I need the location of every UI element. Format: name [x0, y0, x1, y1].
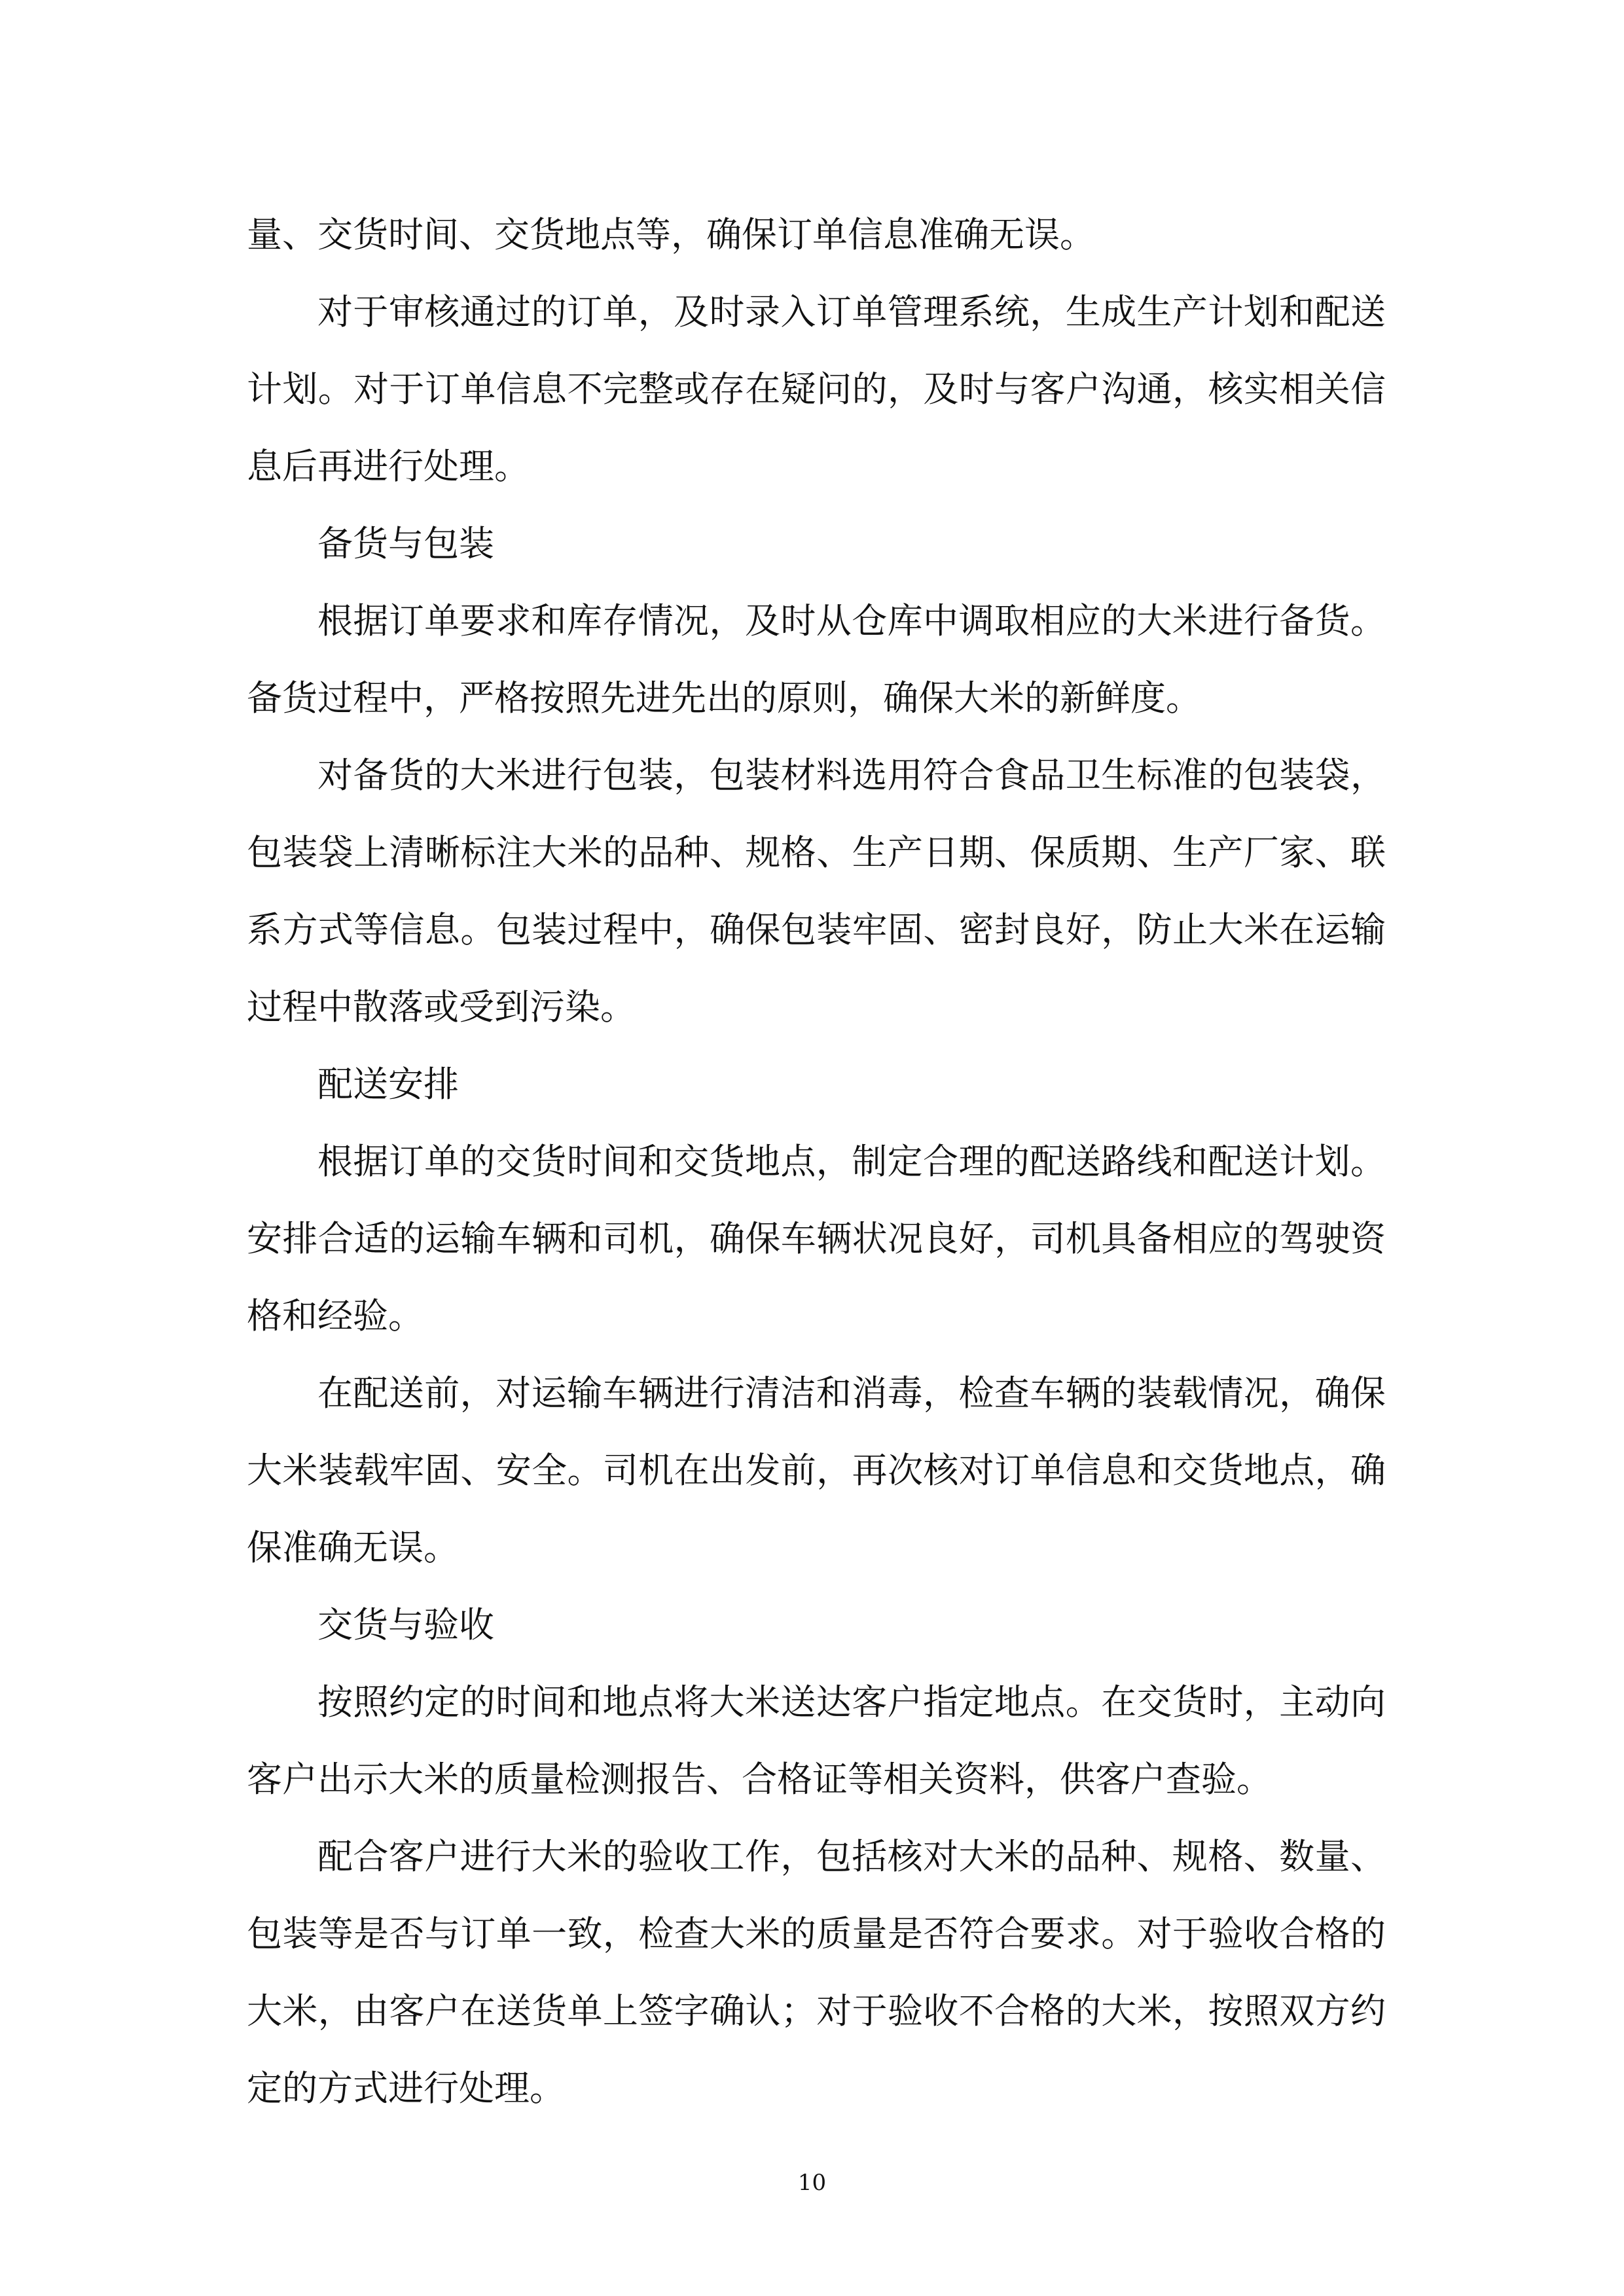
paragraph-acceptance: 配合客户进行大米的验收工作，包括核对大米的品种、规格、数量、包装等是否与订单一致，检查大米的质量是否符合要求。对于验收合格的大米，由客户在送货单上签字确认；对于验收不合格的大米，按照双方约定的方式进行处理。 — [247, 1836, 1386, 2109]
paragraph-vehicle-check: 在配送前，对运输车辆进行清洁和消毒，检查车辆的装载情况，确保大米装载牢固、安全。司机在出发前，再次核对订单信息和交货地点，确保准确无误。 — [247, 1372, 1386, 1568]
paragraph-delivery: 按照约定的时间和地点将大米送达客户指定地点。在交货时，主动向客户出示大米的质量检测报告、合格证等相关资料，供客户查验。 — [247, 1681, 1386, 1800]
section-heading-stocking-packaging: 备货与包装 — [317, 523, 494, 564]
section-heading-delivery-arrangement: 配送安排 — [317, 1064, 459, 1105]
paragraph-order-entry: 对于审核通过的订单，及时录入订单管理系统，生成生产计划和配送计划。对于订单信息不完整或存在疑问的，及时与客户沟通，核实相关信息后再进行处理。 — [247, 291, 1386, 487]
paragraph-delivery-plan: 根据订单的交货时间和交货地点，制定合理的配送路线和配送计划。安排合适的运输车辆和司机，确保车辆状况良好，司机具备相应的驾驶资格和经验。 — [247, 1141, 1386, 1336]
paragraph-order-info: 量、交货时间、交货地点等，确保订单信息准确无误。 — [247, 214, 1095, 255]
paragraph-stocking: 根据订单要求和库存情况，及时从仓库中调取相应的大米进行备货。备货过程中，严格按照先进先出的原则，确保大米的新鲜度。 — [247, 600, 1386, 719]
document-body — [247, 196, 1386, 2127]
page-number: 10 — [797, 2170, 827, 2196]
section-heading-delivery-acceptance: 交货与验收 — [317, 1604, 494, 1645]
paragraph-packaging: 对备货的大米进行包装，包装材料选用符合食品卫生标准的包装袋，包装袋上清晰标注大米的品种、规格、生产日期、保质期、生产厂家、联系方式等信息。包装过程中，确保包装牢固、密封良好，防止大米在运输过程中散落或受到污染。 — [247, 755, 1386, 1028]
